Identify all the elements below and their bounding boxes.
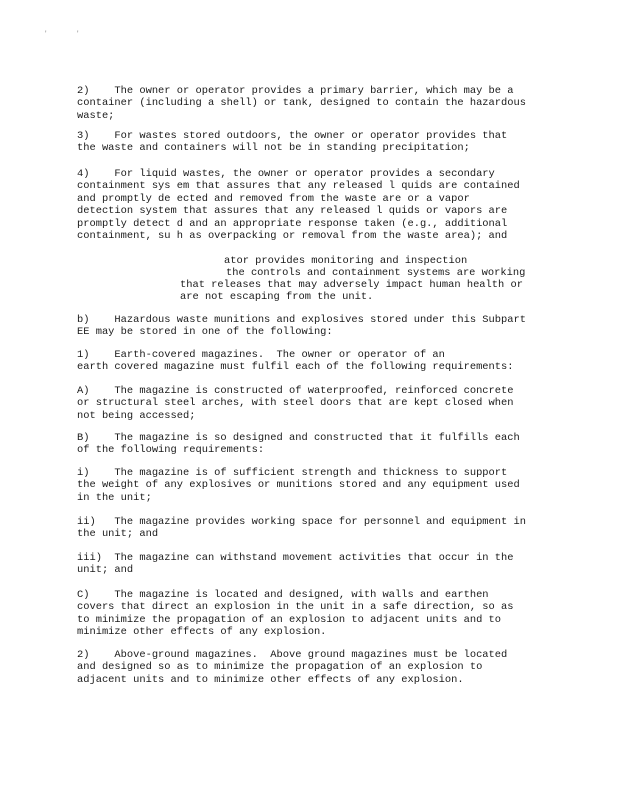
paragraph-location: C) The magazine is located and designed, with walls and earthen covers that direct an explosion in the unit in a safe direction, so as to minimize the propagation of an explosion to adjacent units and to minimize other effects of any explosion. [77, 589, 514, 639]
paragraph-liquid-wastes: 4) For liquid wastes, the owner or operator provides a secondary containment sys em that assures that any released l quids are contained and promptly de ected and removed from the waste are or a vapor detection system that assures that any released l quids or vapors are promptly detect d and an appropriate response taken (e.g., additional containment, su h as overpacking or removal from the waste area); and [77, 168, 520, 243]
paragraph-primary-barrier: 2) The owner or operator provides a primary barrier, which may be a container (including a shell) or tank, designed to contain the hazardous waste; [77, 85, 526, 122]
fragment-line-3: that releases that may adversely impact human health or [180, 279, 523, 291]
scan-mark-left: ' [44, 30, 48, 37]
paragraph-movement: iii) The magazine can withstand movement activities that occur in the unit; and [77, 552, 514, 577]
fragment-line-1: ator provides monitoring and inspection [224, 255, 468, 267]
scan-mark-right: ' [76, 30, 80, 37]
paragraph-subpart-ee: b) Hazardous waste munitions and explosives stored under this Subpart EE may be stored in one of the following: [77, 314, 526, 339]
paragraph-construction: A) The magazine is constructed of waterproofed, reinforced concrete or structural steel arches, with steel doors that are kept closed when not being accessed; [77, 385, 514, 422]
fragment-line-2: the controls and containment systems are working [226, 267, 526, 279]
paragraph-design-requirements: B) The magazine is so designed and constructed that it fulfills each of the following requirements: [77, 432, 520, 457]
paragraph-above-ground: 2) Above-ground magazines. Above ground magazines must be located and designed so as to minimize the propagation of an explosion to adjacent units and to minimize other effects of any explosion. [77, 649, 508, 686]
paragraph-earth-covered: 1) Earth-covered magazines. The owner or operator of an earth covered magazine must fulfil each of the following requirements: [77, 349, 514, 374]
fragment-line-4: are not escaping from the unit. [180, 291, 374, 303]
paragraph-outdoor-storage: 3) For wastes stored outdoors, the owner or operator provides that the waste and containers will not be in standing precipitation; [77, 130, 508, 155]
paragraph-strength: i) The magazine is of sufficient strength and thickness to support the weight of any explosives or munitions stored and any equipment used in the unit; [77, 467, 520, 504]
paragraph-working-space: ii) The magazine provides working space for personnel and equipment in the unit; and [77, 516, 526, 541]
